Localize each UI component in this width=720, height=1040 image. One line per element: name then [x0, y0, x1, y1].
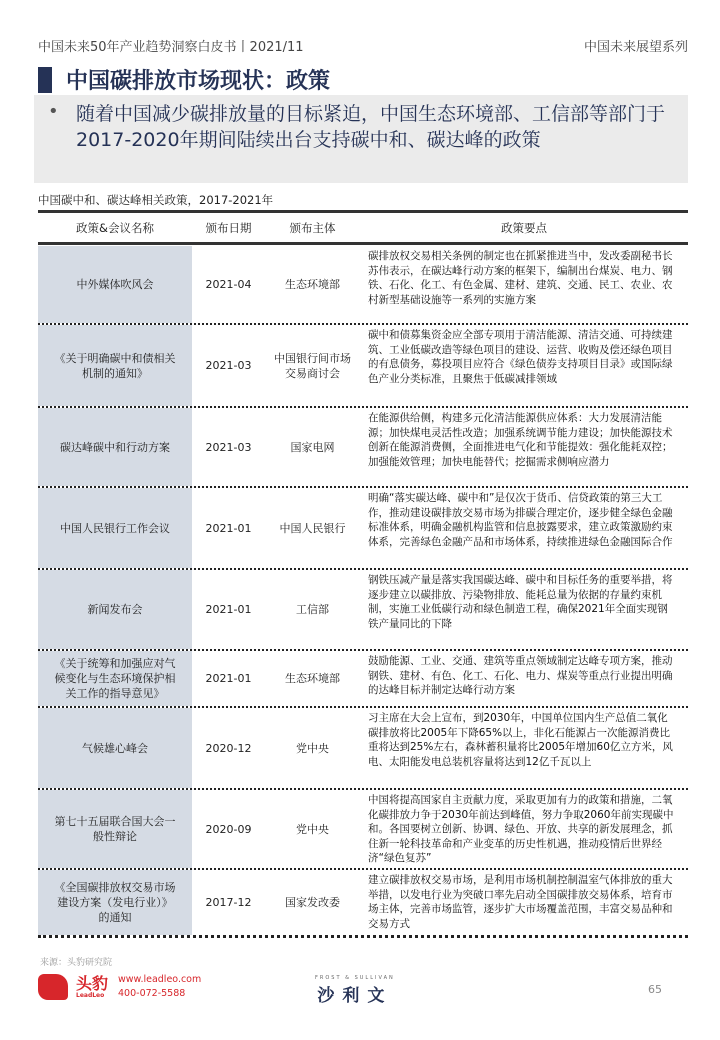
policy-date: 2021-01 [205, 672, 252, 685]
leadleo-logo-icon [38, 974, 68, 1000]
policy-name: 新闻发布会 [38, 570, 192, 649]
policy-points: 习主席在大会上宣布，到2030年，中国单位国内生产总值二氧化碳排放将比2005年下降65%以上，非化石能源占一次能源消费比重将达到25%左右，森林蓄积量将比2005年增加60亿立方米，风电、太阳能发电总装机容量将达到12亿千瓦以上 [368, 712, 673, 768]
policy-date: 2020-09 [205, 822, 252, 836]
partner-name-en: FROST & SULLIVAN [315, 975, 395, 981]
policy-date: 2021-03 [205, 440, 252, 454]
table-row [38, 870, 688, 938]
policy-points: 中国将提高国家自主贡献力度，采取更加有力的政策和措施，二氧化碳排放力争于2030年前达到峰值，努力争取2060年前实现碳中和。各国要树立创新、协调、绿色、开放、共享的新发展理念，抓住新一轮科技革命和产业变革的历史性机遇，推动疫情后世界经济“绿色复苏” [368, 794, 674, 864]
policy-date: 2017-12 [205, 896, 252, 909]
policy-points: 鼓励能源、工业、交通、建筑等重点领域制定达峰专项方案，推动钢铁、建材、有色、化工、石化、电力、煤炭等重点行业提出明确的达峰目标并制定达峰行动方案 [368, 655, 673, 696]
policy-issuer: 国家电网 [290, 440, 335, 454]
document-header-title: 中国未来50年产业趋势洞察白皮书丨2021/11 [38, 40, 304, 55]
bullet-icon: • [48, 101, 59, 122]
policy-date: 2021-03 [205, 359, 252, 372]
phone-number: 400-072-5588 [118, 988, 186, 999]
policy-name: 《关于明确碳中和债相关机制的通知》 [38, 325, 192, 406]
policy-table [38, 246, 688, 938]
page-title-text: 中国碳排放市场现状：政策 [66, 69, 331, 94]
policy-issuer: 工信部 [296, 603, 329, 616]
policy-points: 钢铁压减产量是落实我国碳达峰、碳中和目标任务的重要举措，将逐步建立以碳排放、污染物排放、能耗总量为依据的存量约束机制，实施工业低碳行动和绿色制造工程，确保2021年全面实现钢铁产量同比的下降 [368, 574, 673, 630]
summary-box [34, 95, 688, 183]
policy-issuer: 党中央 [296, 822, 329, 836]
policy-date: 2021-04 [205, 278, 252, 291]
page-title [38, 64, 330, 95]
policy-date: 2021-01 [205, 521, 252, 535]
header-points: 政策要点 [501, 221, 547, 235]
policy-points: 碳中和债募集资金应全部专项用于清洁能源、清洁交通、可持续建筑、工业低碳改造等绿色项目的建设、运营、收购及偿还绿色项目的有息债务，募投项目应符合《绿色债券支持项目目录》或国际绿色产业分类标准，且聚焦于低碳减排领域 [368, 329, 673, 385]
policy-points: 碳排放权交易相关条例的制定也在抓紧推进当中，发改委副秘书长苏伟表示，在碳达峰行动方案的框架下，编制出台煤炭、电力、钢铁、石化、化工、有色金属、建材、建筑、交通、民工、农业、农村新型基础设施等一系列的实施方案 [368, 250, 673, 306]
policy-issuer: 中国人民银行 [279, 521, 346, 535]
table-row [38, 246, 688, 325]
header-name: 政策&会议名称 [76, 221, 154, 235]
document-series-label: 中国未来展望系列 [583, 40, 688, 55]
brand-name-en: LeadLeo [76, 991, 105, 999]
table-row [38, 408, 688, 488]
policy-issuer: 国家发改委 [285, 896, 340, 909]
header-date: 颁布日期 [205, 221, 252, 235]
table-row [38, 325, 688, 408]
partner-logo [315, 975, 395, 1006]
partner-name: 沙利文 [317, 986, 393, 1006]
policy-name: 碳达峰碳中和行动方案 [38, 408, 192, 486]
policy-points: 明确“落实碳达峰、碳中和”是仅次于货币、信贷政策的第三大工作，推动建设碳排放交易市场为排碳合理定价，逐步健全绿色金融标准体系，明确金融机构监管和信息披露要求，建立政策激励约束体系，完善绿色金融产品和市场体系，持续推进绿色金融国际合作 [368, 492, 673, 548]
page-number: 65 [648, 983, 662, 996]
policy-issuer: 中国银行间市场交易商讨会 [274, 351, 351, 380]
policy-issuer: 生态环境部 [285, 672, 340, 685]
website-link[interactable]: www.leadleo.com [118, 974, 202, 985]
policy-date: 2021-01 [205, 603, 252, 616]
summary-text: 随着中国减少碳排放量的目标紧迫，中国生态环境部、工信部等部门于2017-2020年期间陆续出台支持碳中和、碳达峰的政策 [76, 103, 666, 151]
source-note: 来源：头豹研究院 [40, 958, 113, 968]
table-row [38, 790, 688, 870]
policy-name: 气候雄心峰会 [38, 708, 192, 788]
policy-issuer: 生态环境部 [285, 278, 340, 291]
table-row [38, 651, 688, 708]
policy-name: 《关于统筹和加强应对气候变化与生态环境保护相关工作的指导意见》 [38, 651, 192, 706]
header-divider [38, 242, 688, 245]
table-row [38, 570, 688, 651]
policy-name: 中外媒体吹风会 [38, 246, 192, 323]
policy-name: 第七十五届联合国大会一般性辩论 [38, 790, 192, 868]
table-row [38, 488, 688, 570]
caption-divider [38, 210, 688, 213]
policy-date: 2020-12 [205, 741, 252, 755]
table-caption: 中国碳中和、碳达峰相关政策，2017-2021年 [38, 193, 274, 207]
policy-issuer: 党中央 [296, 741, 329, 755]
header-org: 颁布主体 [289, 221, 336, 235]
policy-name: 中国人民银行工作会议 [38, 488, 192, 568]
policy-points: 在能源供给侧，构建多元化清洁能源供应体系：大力发展清洁能源；加快煤电灵活性改造；加强系统调节能力建设；加快能源技术创新在能源消费侧，全面推进电气化和节能提效：强化能耗双控；加强能效管理；加快电能替代；挖掘需求侧响应潜力 [368, 412, 673, 468]
title-accent-bar [38, 67, 52, 93]
brand-name: 头豹 [76, 973, 109, 993]
table-header [38, 220, 688, 236]
table-row [38, 708, 688, 790]
leadleo-logo [38, 973, 201, 1001]
policy-points: 建立碳排放权交易市场，是利用市场机制控制温室气体排放的重大举措，以发电行业为突破口率先启动全国碳排放交易体系，培育市场主体，完善市场监管，逐步扩大市场覆盖范围，丰富交易品种和交易方式 [368, 874, 673, 930]
policy-name: 《全国碳排放权交易市场建设方案（发电行业）》的通知 [38, 870, 192, 935]
